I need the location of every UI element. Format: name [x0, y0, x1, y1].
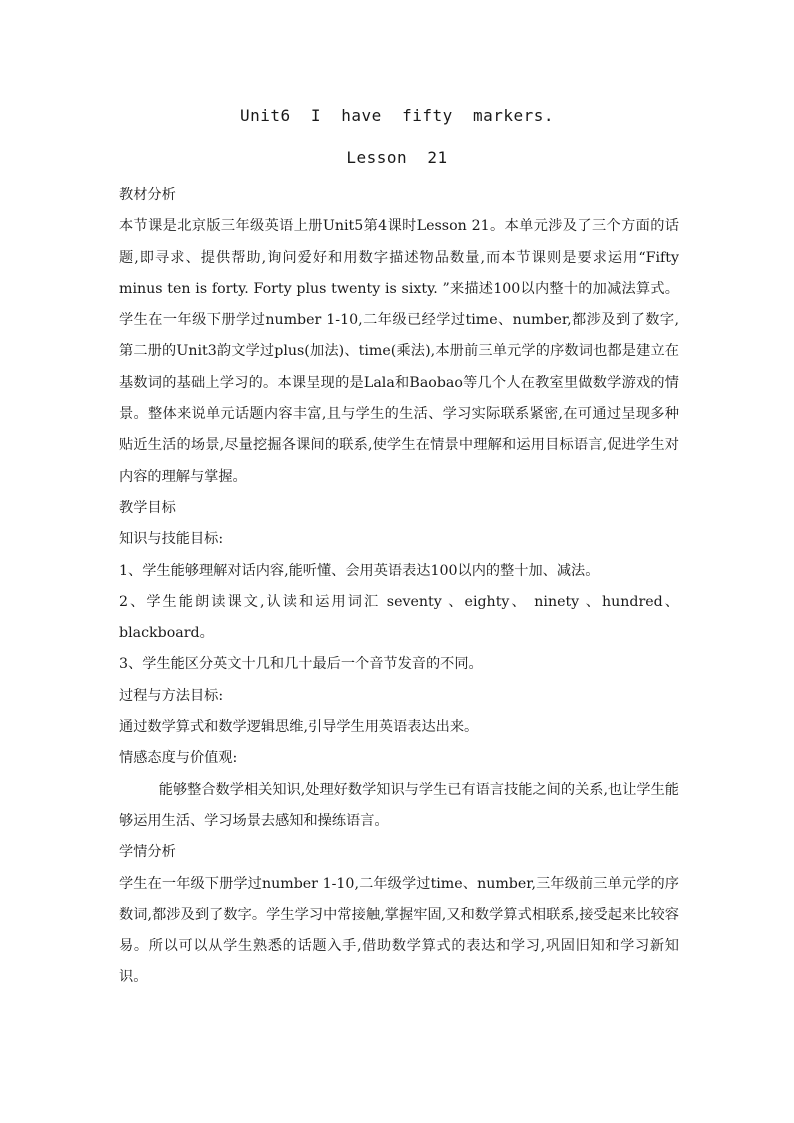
goal-item-1: 1、学生能够理解对话内容,能听懂、会用英语表达100以内的整十加、减法。 — [119, 562, 600, 579]
knowledge-heading: 知识与技能目标: — [119, 531, 224, 548]
goal-item-2: 2、学生能朗读课文,认读和运用词汇 seventy 、eighty、 ninety 、hundred、blackboard。 — [119, 593, 679, 642]
emotion-heading: 情感态度与价值观: — [119, 750, 238, 767]
analysis-paragraph: 本节课是北京版三年级英语上册Unit5第4课时Lesson 21。本单元涉及了三个方面的话题,即寻求、提供帮助,询问爱好和用数字描述物品数量,而本节课则是要求运用“Fifty minus ten is forty. Forty plus twenty is sixty. ”来描述100以内整十的加减法算式。学生在一年级下册学过number 1-10,二年级已经学过time、number,都涉及到了数字,第二册的Unit3韵文学过plus(加法)、time(乘法),本册前三单元学的序数词也都是建立在基数词的基础上学习的。本课呈现的是Lala和Baobao等几个人在教室里做数学游戏的情景。整体来说单元话题内容丰富,且与学生的生活、学习实际联系紧密,在可通过呈现多种贴近生活的场景,尽量挖掘各课间的联系,使学生在情景中理解和运用目标语言,促进学生对内容的理解与掌握。 — [119, 218, 679, 485]
lesson-subtitle: Lesson 21 — [346, 148, 448, 167]
process-paragraph: 通过数学算式和数学逻辑思维,引导学生用英语表达出来。 — [119, 719, 479, 736]
goals-heading: 教学目标 — [119, 499, 176, 516]
goal-item-3: 3、学生能区分英文十几和几十最后一个音节发音的不同。 — [119, 656, 483, 673]
learner-paragraph: 学生在一年级下册学过number 1-10,二年级学过time、number,三年级前三单元学的序数词,都涉及到了数字。学生学习中常接触,掌握牢固,又和数学算式相联系,接受起来比较容易。所以可以从学生熟悉的话题入手,借助数学算式的表达和学习,巩固旧知和学习新知识。 — [119, 875, 679, 986]
process-heading: 过程与方法目标: — [119, 687, 224, 704]
document-title: Unit6 I have fifty markers. — [239, 106, 555, 125]
learner-heading: 学情分析 — [119, 844, 176, 861]
analysis-heading: 教材分析 — [119, 187, 176, 203]
document-body — [119, 180, 679, 994]
emotion-paragraph: 能够整合数学相关知识,处理好数学知识与学生已有语言技能之间的关系,也让学生能够运用生活、学习场景去感知和操练语言。 — [119, 781, 679, 829]
